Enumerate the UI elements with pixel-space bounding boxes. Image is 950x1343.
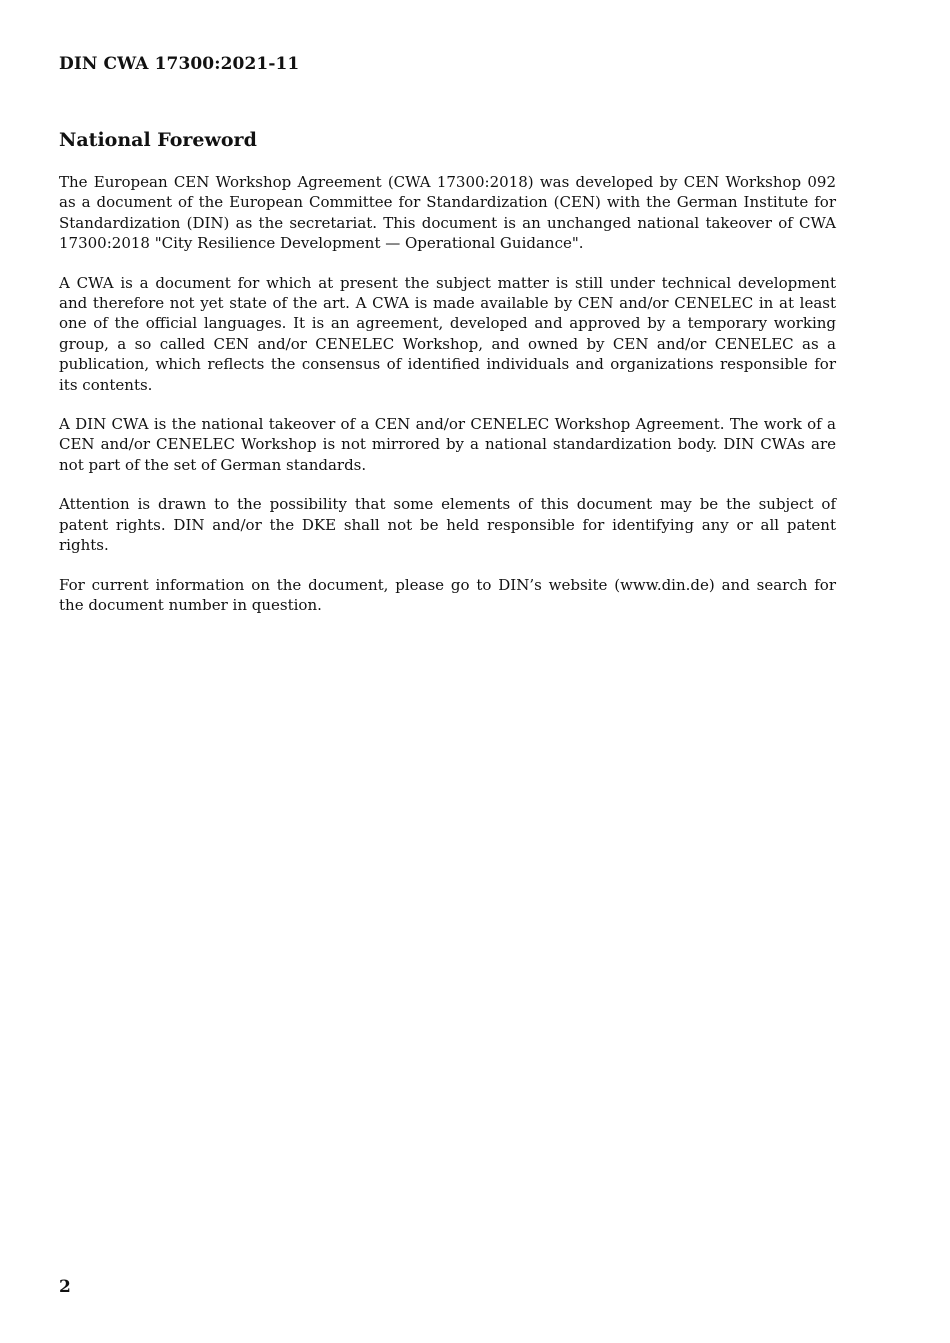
document-identifier: DIN CWA 17300:2021-11: [59, 54, 300, 74]
foreword-body: [59, 172, 836, 634]
paragraph-din-cwa: A DIN CWA is the national takeover of a CEN and/or CENELEC Workshop Agreement. The work of a CEN and/or CENELEC Workshop is not mirrored by a national standardization body. DIN CWAs are not part of the set of German standards.: [59, 415, 836, 474]
paragraph-cwa-origin: The European CEN Workshop Agreement (CWA 17300:2018) was developed by CEN Workshop 092 as a document of the European Committee for Standardization (CEN) with the German Institute for Standardization (DIN) as the secretariat. This document is an unchanged national takeover of CWA 17300:2018 "City Resilience Development — Operational Guidance".: [59, 173, 836, 253]
paragraph-patent-rights: Attention is drawn to the possibility that some elements of this document may be the subject of patent rights. DIN and/or the DKE shall not be held responsible for identifying any or all patent rights.: [59, 495, 836, 555]
paragraph-cwa-definition: A CWA is a document for which at present the subject matter is still under technical development and therefore not yet state of the art. A CWA is made available by CEN and/or CENELEC in at least one of the official languages. It is an agreement, developed and approved by a temporary working group, a so called CEN and/or CENELEC Workshop, and owned by CEN and/or CENELEC as a publication, which reflects the consensus of identified individuals and organizations responsible for its contents.: [59, 273, 836, 394]
page-number: 2: [59, 1277, 71, 1297]
paragraph-current-information: For current information on the document, please go to DIN’s website (www.din.de) and search for the document number in question.: [59, 575, 836, 614]
section-heading: National Foreword: [59, 129, 257, 151]
